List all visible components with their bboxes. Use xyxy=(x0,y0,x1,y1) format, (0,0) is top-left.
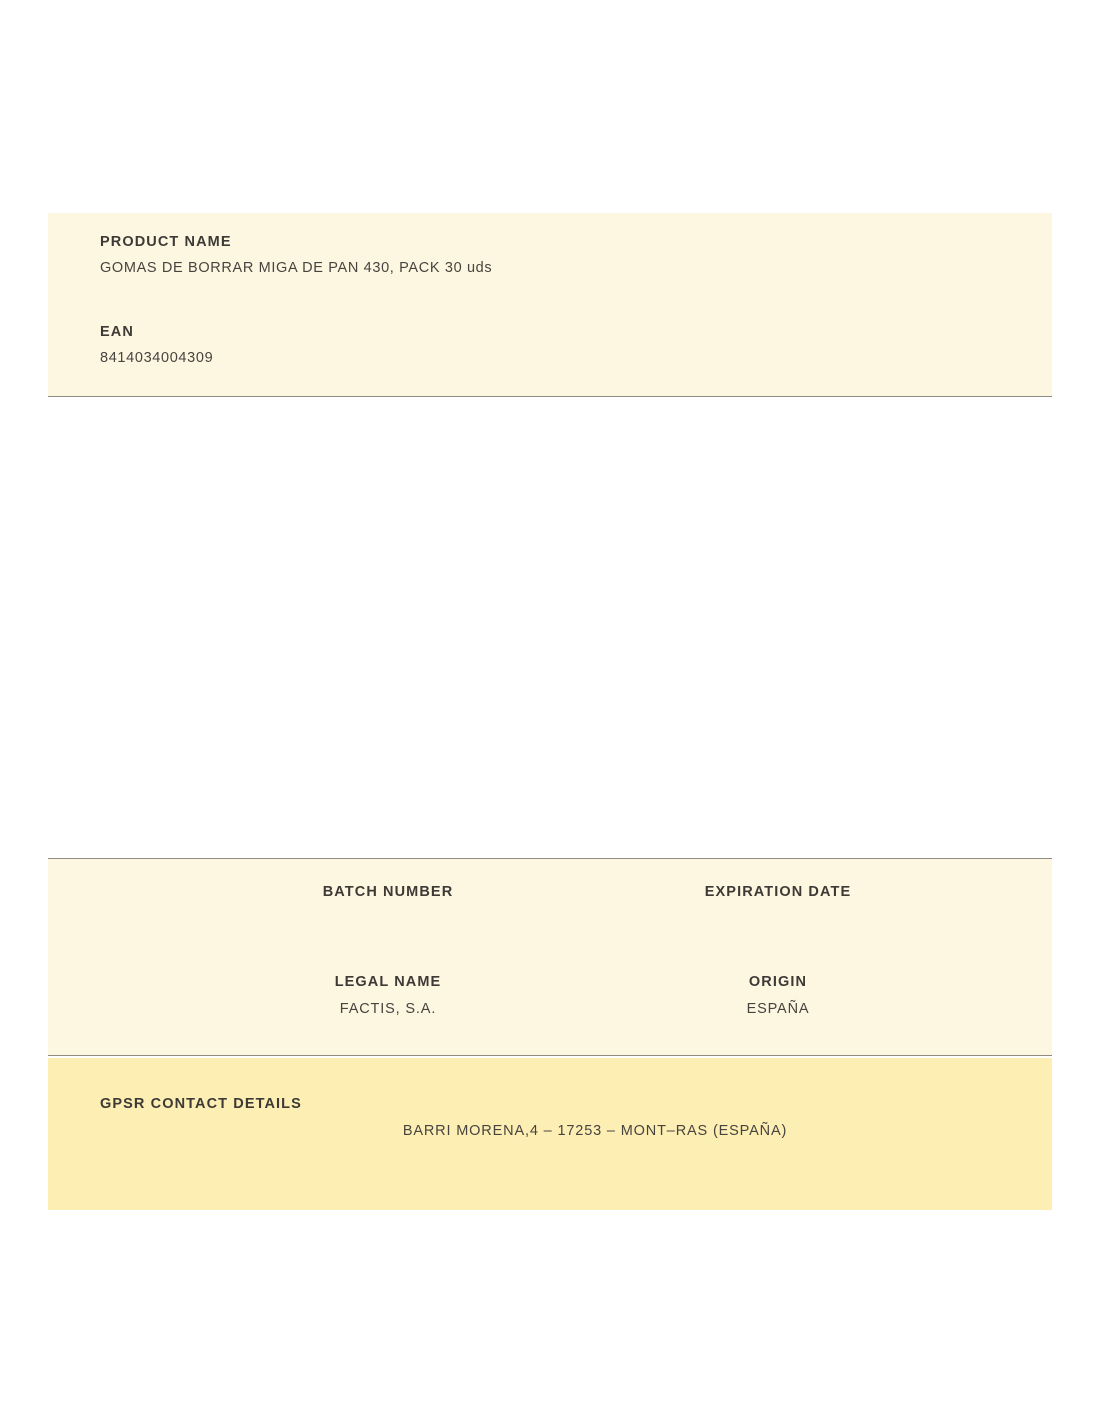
product-details-panel xyxy=(48,858,1052,1056)
product-name-field xyxy=(100,233,492,278)
divider-below-details xyxy=(48,1055,1052,1056)
ean-label: EAN xyxy=(100,324,134,340)
divider-below-product-info xyxy=(48,396,1052,397)
batch-number-label: BATCH NUMBER xyxy=(322,884,454,900)
ean-field xyxy=(100,323,213,368)
expiration-date-label: EXPIRATION DATE xyxy=(704,884,852,900)
batch-number-value xyxy=(228,910,548,927)
gpsr-contact-label: GPSR CONTACT DETAILS xyxy=(100,1096,302,1112)
divider-above-details xyxy=(48,858,1052,859)
gpsr-contact-panel xyxy=(48,1058,1052,1210)
ean-value: 8414034004309 xyxy=(100,349,214,366)
product-name-value: GOMAS DE BORRAR MIGA DE PAN 430, PACK 30 uds xyxy=(100,259,493,276)
legal-name-cell xyxy=(228,973,548,1019)
origin-cell xyxy=(618,973,938,1019)
product-name-label: PRODUCT NAME xyxy=(100,234,232,250)
expiration-date-cell xyxy=(618,883,938,927)
legal-name-label: LEGAL NAME xyxy=(334,974,442,990)
product-info-panel xyxy=(48,213,1052,397)
origin-label: ORIGIN xyxy=(748,974,808,990)
legal-name-value: FACTIS, S.A. xyxy=(339,1000,437,1017)
batch-number-cell xyxy=(228,883,548,927)
expiration-date-value xyxy=(618,910,938,927)
gpsr-contact-address: BARRI MORENA,4 – 17253 – MONT–RAS (ESPAÑA) xyxy=(402,1123,788,1139)
origin-value: ESPAÑA xyxy=(746,1000,810,1017)
